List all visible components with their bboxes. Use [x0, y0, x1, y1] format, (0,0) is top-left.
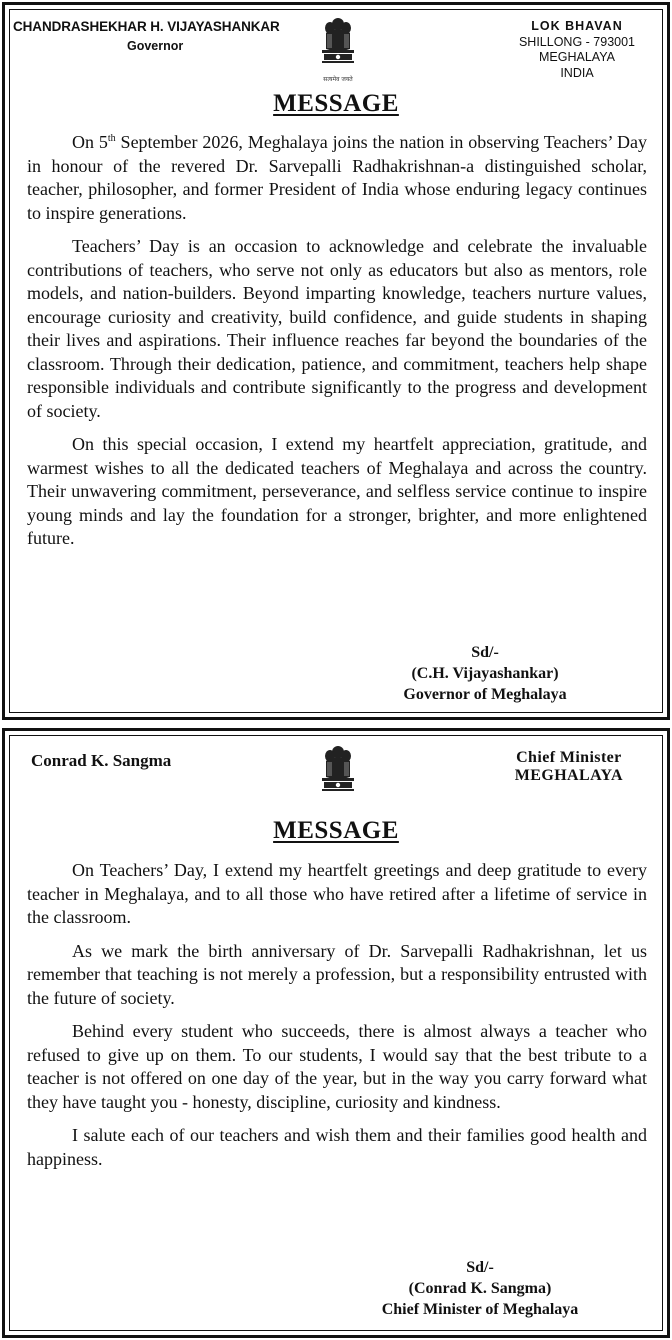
national-emblem-icon	[317, 15, 359, 79]
cm-signature-block	[380, 1257, 580, 1320]
emblem-motto: सत्यमेव जयते	[323, 76, 353, 83]
signature-sd: Sd/-	[466, 1259, 494, 1276]
governor-signature-block	[385, 642, 585, 705]
signature-name: (Conrad K. Sangma)	[408, 1280, 552, 1297]
governor-name: CHANDRASHEKHAR H. VIJAYASHANKAR	[13, 19, 280, 34]
governor-message-heading: MESSAGE	[273, 90, 399, 117]
signature-title: Chief Minister of Meghalaya	[381, 1301, 579, 1318]
cm-message-heading: MESSAGE	[273, 817, 399, 844]
governor-message-panel	[2, 2, 670, 720]
ordinal-suffix: th	[107, 133, 116, 144]
national-emblem-icon	[317, 743, 359, 807]
cm-paragraph-4: I salute each of our teachers and wish them and their families good health and happiness.	[27, 1125, 647, 1169]
governor-paragraph-3: On this special occasion, I extend my heartfelt appreciation, gratitude, and warmest wishes to all the dedicated teachers of Meghalaya and across the country. Their unwavering commitment, perseverance, and selfless service continue to inspire young minds and lay the foundation for a stronger, brighter, and more enlightened future.	[27, 434, 647, 548]
cm-title-line-2: MEGHALAYA	[514, 767, 623, 784]
address-line-4: INDIA	[560, 65, 594, 80]
signature-name: (C.H. Vijayashankar)	[411, 665, 559, 682]
governor-message-body	[27, 131, 647, 561]
governor-paragraph-2: Teachers’ Day is an occasion to acknowledge and celebrate the invaluable contributions of teachers, who serve not only as educators but also as mentors, role models, and nation-builders. Beyond imparting knowledge, teachers nurture values, encourage curiosity and creativity, build confidence, and guide students in shaping their lives and aspirations. Their influence reaches far beyond the boundaries of the classroom. Through their dedication, patience, and commitment, teachers help shape responsible individuals and contribute significantly to the progress and development of society.	[27, 236, 647, 421]
cm-name: Conrad K. Sangma	[31, 751, 172, 770]
address-line-3: MEGHALAYA	[539, 50, 615, 64]
chief-minister-message-panel	[2, 728, 670, 1338]
governor-address	[507, 19, 647, 81]
cm-title	[515, 749, 623, 785]
signature-sd: Sd/-	[471, 644, 499, 661]
cm-message-body	[27, 859, 647, 1181]
signature-title: Governor of Meghalaya	[403, 686, 567, 703]
cm-paragraph-3: Behind every student who succeeds, there is almost always a teacher who refused to give up on them. To our students, I would say that the best tribute to a teacher is not offered on one day of the year, but in the way you carry forward what they have taught you - honesty, discipline, curiosity and kindness.	[27, 1021, 647, 1112]
governor-paragraph-1: On 5th September 2026, Meghalaya joins the nation in observing Teachers’ Day in honour of the revered Dr. Sarvepalli Radhakrishnan-a distinguished scholar, teacher, philosopher, and former President of India whose enduring legacy continues to inspire generations.	[27, 132, 647, 223]
cm-title-line-1: Chief Minister	[516, 749, 622, 766]
address-line-1: LOK BHAVAN	[531, 19, 623, 33]
cm-paragraph-1: On Teachers’ Day, I extend my heartfelt greetings and deep gratitude to every teacher in Meghalaya, and to all those who have retired after a lifetime of service in the classroom.	[27, 860, 647, 927]
governor-title: Governor	[127, 39, 184, 53]
cm-paragraph-2: As we mark the birth anniversary of Dr. Sarvepalli Radhakrishnan, let us remember that teaching is not merely a profession, but a responsibility entrusted with the future of society.	[27, 940, 647, 1008]
address-line-2: SHILLONG - 793001	[518, 34, 636, 49]
